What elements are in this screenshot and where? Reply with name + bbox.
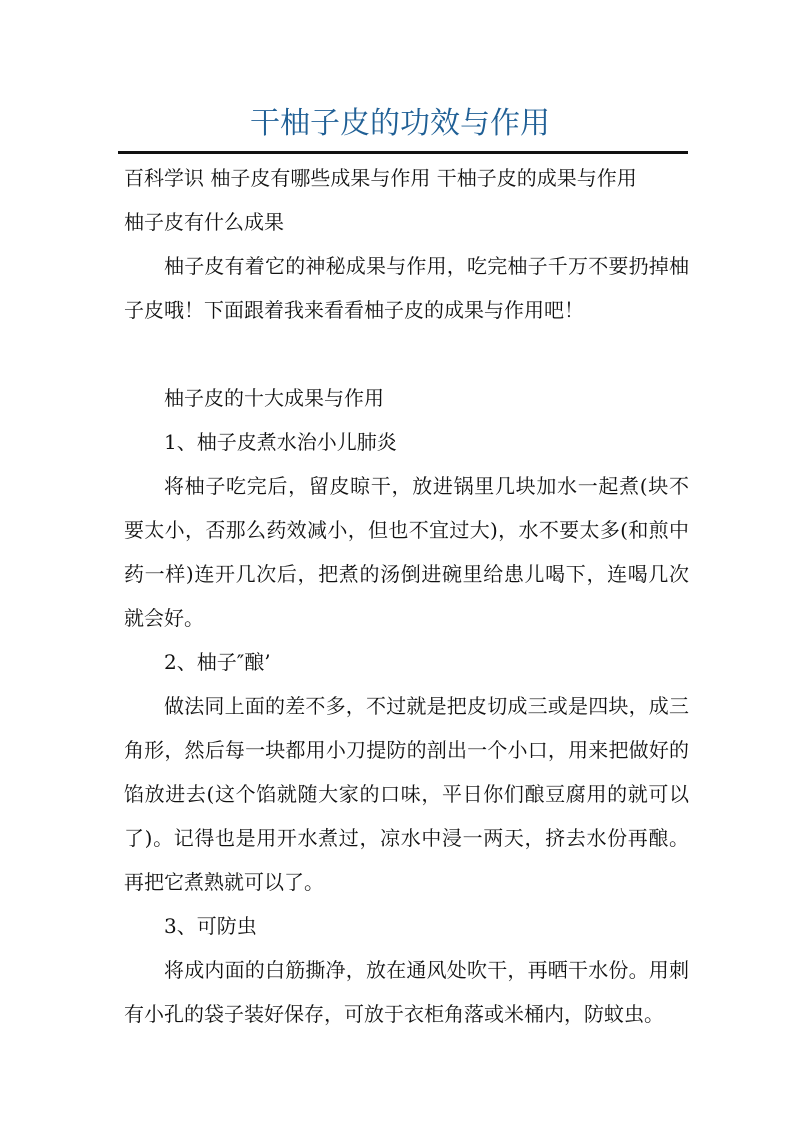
item-paragraph: 将成内面的白筋撕净，放在通风处吹干，再晒干水份。用刺有小孔的袋子装好保存，可放于衣柜角落或米桶内，防蚊虫。: [124, 958, 689, 1026]
item-heading: 1、柚子皮煮水治小儿肺炎: [164, 430, 397, 454]
intro-paragraph: 柚子皮有着它的神秘成果与作用，吃完柚子千万不要扔掉柚子皮哦！下面跟着我来看看柚子皮的成果与作用吧！: [124, 254, 689, 322]
tags-line: 百科学识 柚子皮有哪些成果与作用 干柚子皮的成果与作用: [124, 166, 637, 190]
document-title: 干柚子皮的功效与作用: [250, 106, 550, 141]
section-heading: 柚子皮的十大成果与作用: [164, 386, 384, 410]
item-paragraph: 将柚子吃完后，留皮晾干，放进锅里几块加水一起煮(块不要太小，否那么药效减小，但也不宜过大)，水不要太多(和煎中药一样)连开几次后，把煮的汤倒进碗里给患儿喝下，连喝几次就会好。: [124, 474, 689, 630]
spacer: [124, 332, 689, 376]
title-divider: [118, 151, 688, 154]
item-heading: 2、柚子″酿’: [164, 650, 271, 674]
tags-line: 柚子皮有什么成果: [124, 210, 284, 234]
item-paragraph: 做法同上面的差不多，不过就是把皮切成三或是四块，成三角形，然后每一块都用小刀提防的剖出一个小口，用来把做好的馅放进去(这个馅就随大家的口味，平日你们酿豆腐用的就可以了)。记得也是用开水煮过，凉水中浸一两天，挤去水份再酿。再把它煮熟就可以了。: [124, 694, 689, 894]
article-body: [124, 156, 689, 1036]
item-heading: 3、可防虫: [164, 914, 257, 938]
